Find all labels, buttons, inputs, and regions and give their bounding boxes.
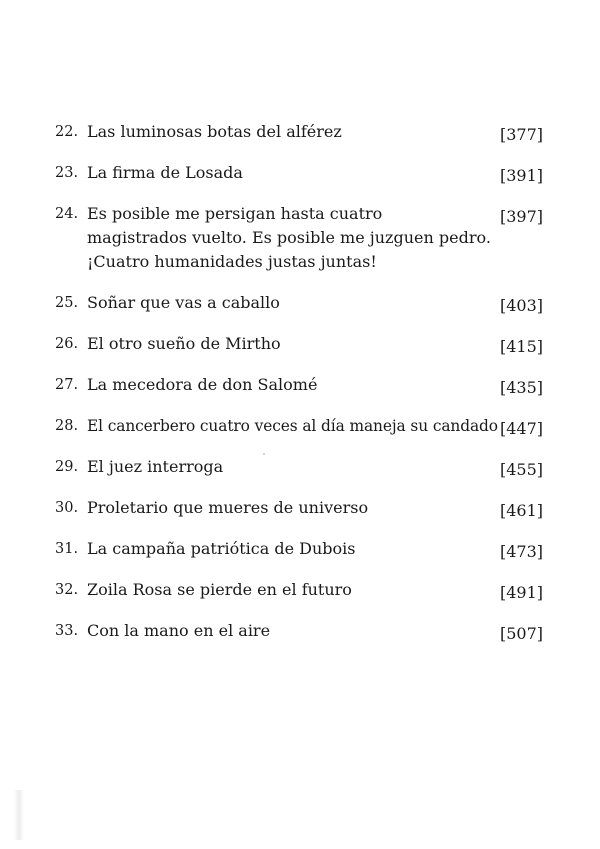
- page-edge-shadow: [14, 790, 24, 840]
- entry-title-line: Proletario que mueres de universo: [87, 498, 369, 517]
- entry-title: [87, 537, 545, 561]
- entry-page-number: [391]: [499, 166, 543, 185]
- entry-page-number: [491]: [499, 583, 543, 602]
- toc-entry-31: [55, 537, 545, 561]
- entry-number: 22.: [55, 124, 79, 140]
- entry-page-number: [455]: [499, 460, 543, 479]
- entry-page-number: [507]: [499, 624, 543, 643]
- toc-entry-24: [55, 202, 545, 274]
- entry-number: 31.: [55, 541, 79, 557]
- entry-title-line: La mecedora de don Salomé: [87, 375, 318, 394]
- entry-title-line: Soñar que vas a caballo: [87, 293, 280, 312]
- entry-number: 23.: [55, 165, 79, 181]
- toc-entry-32: [55, 578, 545, 602]
- toc-entry-27: [55, 373, 545, 397]
- entry-page-number: [403]: [499, 296, 543, 315]
- entry-title-line: magistrados vuelto. Es posible me juzguen pedro.: [87, 228, 491, 247]
- toc-entry-29: [55, 455, 545, 479]
- entry-number: 24.: [55, 206, 79, 222]
- toc-entry-33: [55, 619, 545, 643]
- entry-title: [87, 332, 545, 356]
- entry-title: [87, 414, 545, 438]
- entry-number: 32.: [55, 582, 79, 598]
- entry-title-line: Zoila Rosa se pierde en el futuro: [87, 580, 352, 599]
- entry-number: 30.: [55, 500, 79, 516]
- entry-number: 25.: [55, 295, 79, 311]
- toc-entry-30: [55, 496, 545, 520]
- toc-entry-22: [55, 120, 545, 144]
- entry-title: [87, 373, 545, 397]
- entry-title-line: Las luminosas botas del alférez: [87, 122, 342, 141]
- entry-title: [87, 202, 545, 274]
- entry-number: 27.: [55, 377, 79, 393]
- entry-title-line: El cancerbero cuatro veces al día maneja su candado: [87, 417, 498, 435]
- entry-title-line: La firma de Losada: [87, 163, 243, 182]
- toc-entry-23: [55, 161, 545, 185]
- entry-title-line: La campaña patriótica de Dubois: [87, 539, 356, 558]
- entry-title: [87, 578, 545, 602]
- toc-entry-28: [55, 414, 545, 438]
- entry-page-number: [447]: [499, 419, 543, 438]
- entry-title-line: Es posible me persigan hasta cuatro: [87, 204, 383, 223]
- entry-title-line: El juez interroga: [87, 457, 224, 476]
- entry-title: [87, 161, 545, 185]
- entry-page-number: [435]: [499, 378, 543, 397]
- entry-title: [87, 291, 545, 315]
- entry-page-number: [461]: [499, 501, 543, 520]
- entry-page-number: [377]: [499, 125, 543, 144]
- entry-number: 29.: [55, 459, 79, 475]
- entry-title: [87, 496, 545, 520]
- toc-entry-25: [55, 291, 545, 315]
- entry-page-number: [473]: [499, 542, 543, 561]
- toc-entry-26: [55, 332, 545, 356]
- entry-page-number: [415]: [499, 337, 543, 356]
- entry-title: [87, 455, 545, 479]
- entry-page-number: [397]: [499, 207, 543, 226]
- entry-number: 28.: [55, 418, 79, 434]
- entry-title: [87, 619, 545, 643]
- entry-title: [87, 120, 545, 144]
- entry-title-line: ¡Cuatro humanidades justas juntas!: [87, 252, 377, 271]
- entry-number: 33.: [55, 623, 79, 639]
- entry-title-line: El otro sueño de Mirtho: [87, 334, 281, 353]
- table-of-contents: [55, 120, 545, 643]
- entry-number: 26.: [55, 336, 79, 352]
- entry-title-line: Con la mano en el aire: [87, 621, 271, 640]
